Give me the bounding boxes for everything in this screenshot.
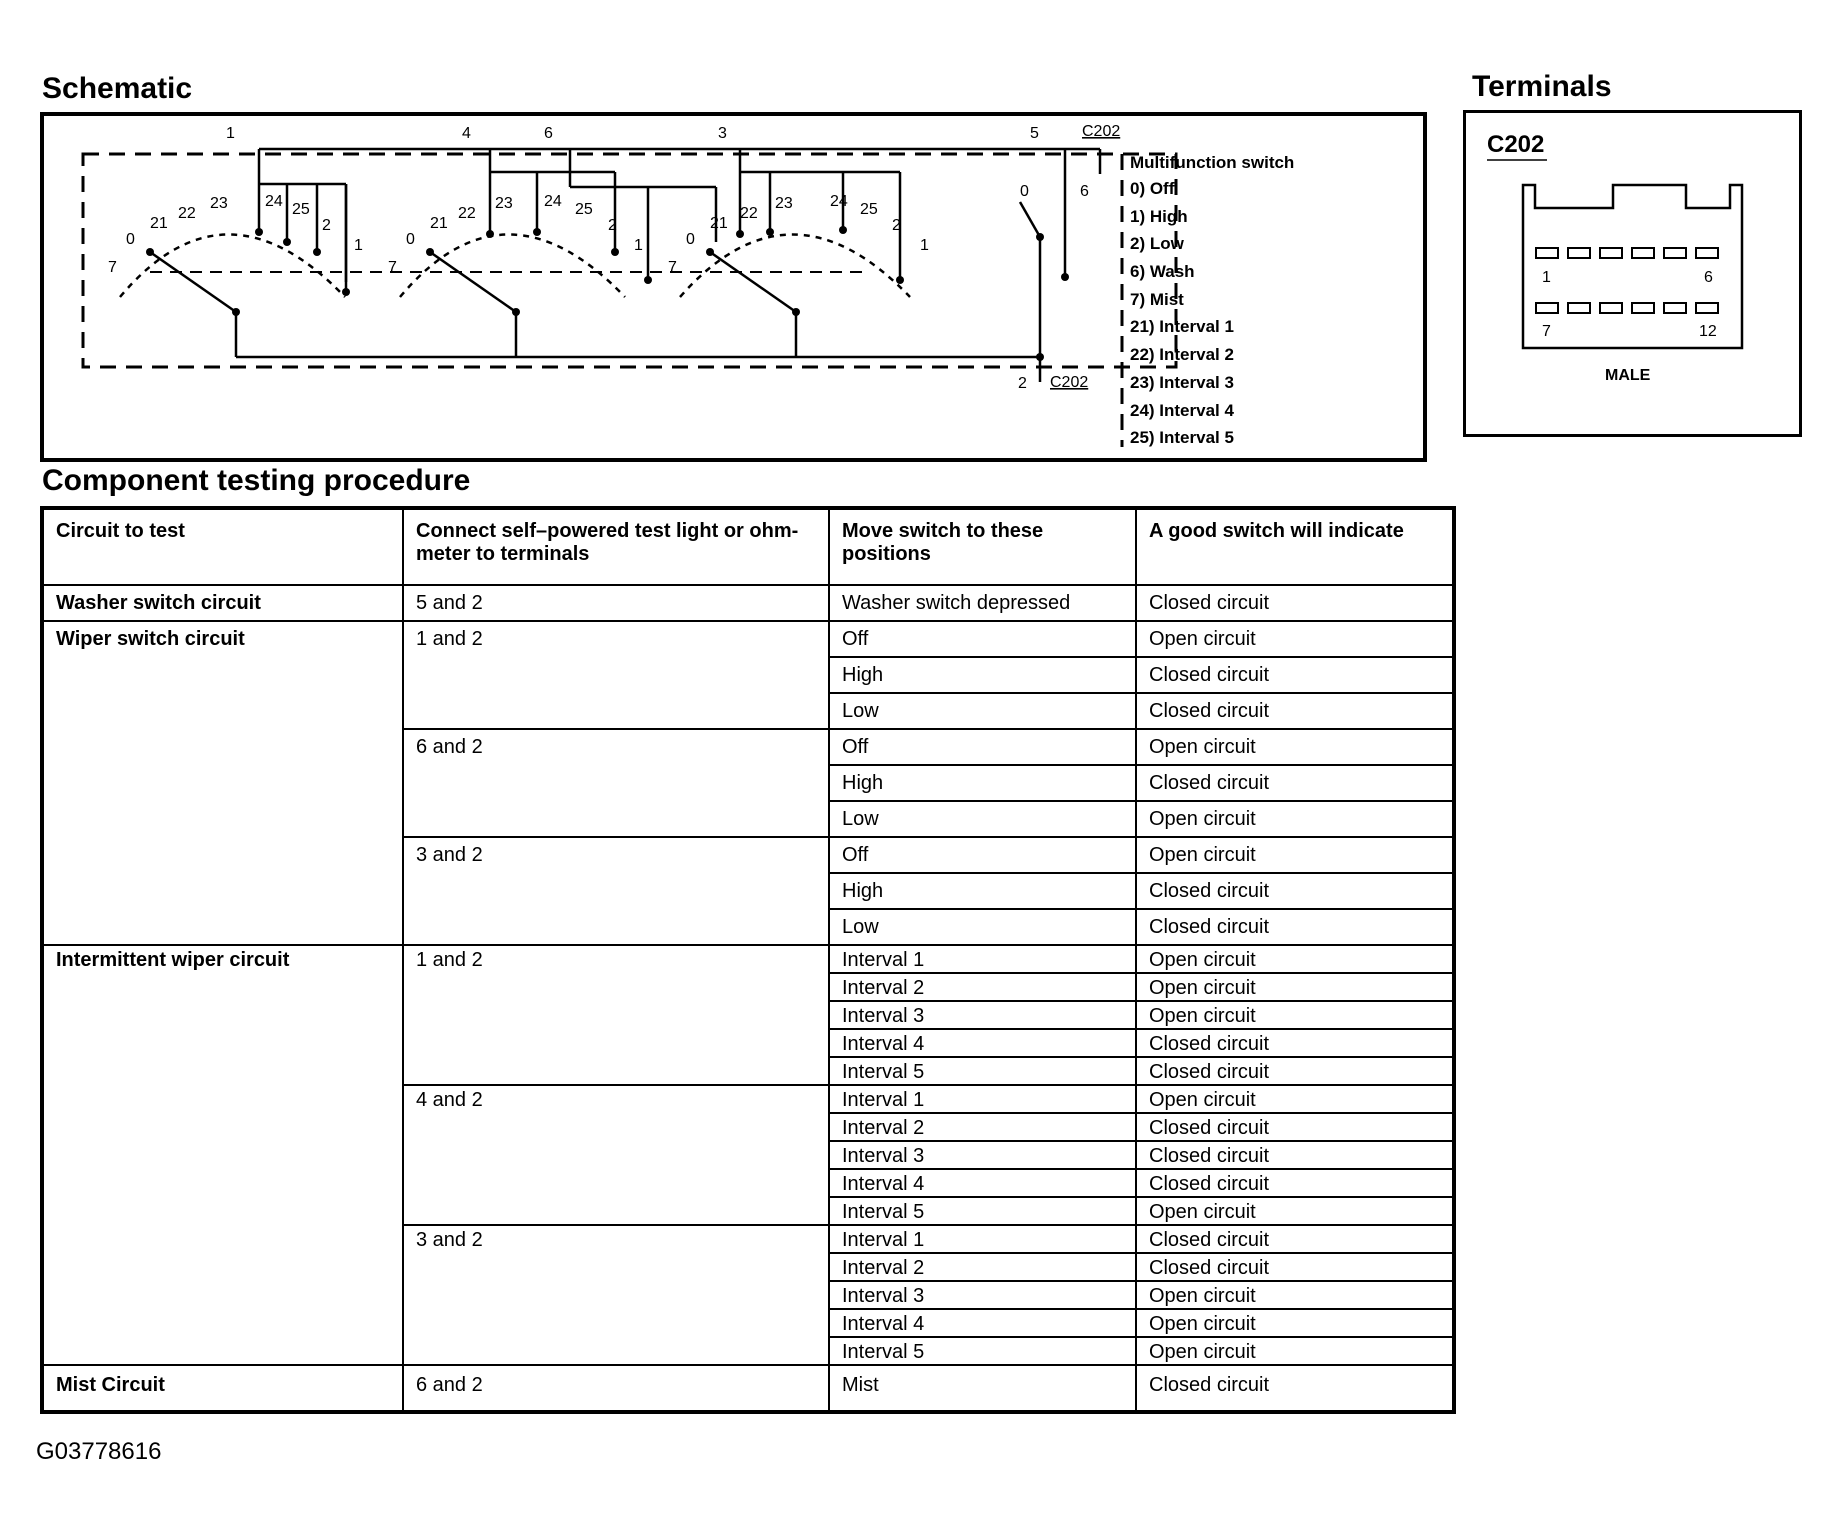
result-cell: Open circuit — [1136, 973, 1454, 1001]
result-cell: Open circuit — [1136, 1197, 1454, 1225]
component-testing-table — [40, 506, 1456, 1414]
result-cell: Open circuit — [1136, 1309, 1454, 1337]
pin-number: 7 — [1542, 323, 1551, 340]
result-cell: Open circuit — [1136, 801, 1454, 837]
pin-label-bottom: 2 — [1018, 375, 1027, 392]
legend-item: 6) Wash — [1130, 262, 1195, 281]
legend-item: 7) Mist — [1130, 290, 1184, 309]
contact-label: 24 — [544, 193, 562, 210]
terminals-cell: 1 and 2 — [403, 621, 829, 729]
position-cell: Interval 4 — [829, 1309, 1136, 1337]
result-cell: Closed circuit — [1136, 1057, 1454, 1085]
pin-number: 12 — [1699, 323, 1717, 340]
circuit-cell: Mist Circuit — [42, 1365, 403, 1412]
connector-name: C202 — [1487, 131, 1545, 158]
position-cell: Interval 4 — [829, 1029, 1136, 1057]
contact-label: 7 — [388, 259, 397, 276]
result-cell: Closed circuit — [1136, 585, 1454, 621]
contact-label: 22 — [458, 205, 476, 222]
position-cell: Interval 2 — [829, 973, 1136, 1001]
position-cell: Interval 1 — [829, 1085, 1136, 1113]
contact-label: 23 — [775, 195, 793, 212]
contact-label: 0 — [406, 231, 415, 248]
legend-item: 0) Off — [1130, 179, 1175, 198]
result-cell: Closed circuit — [1136, 1253, 1454, 1281]
contact-label: 21 — [150, 215, 168, 232]
contact-label: 23 — [210, 195, 228, 212]
pin-label: 4 — [462, 125, 471, 142]
legend-item: 22) Interval 2 — [1130, 345, 1234, 364]
pin-number: 1 — [1542, 269, 1551, 286]
contact-label: 25 — [292, 201, 310, 218]
legend-item: 25) Interval 5 — [1130, 428, 1234, 447]
pin-number: 6 — [1704, 269, 1713, 286]
position-cell: Interval 5 — [829, 1337, 1136, 1365]
table-row — [42, 585, 1454, 621]
result-cell: Closed circuit — [1136, 1141, 1454, 1169]
legend-title: Multifunction switch — [1130, 153, 1295, 172]
position-cell: Interval 1 — [829, 945, 1136, 973]
position-cell: Interval 2 — [829, 1253, 1136, 1281]
position-cell: Mist — [829, 1365, 1136, 1412]
legend-item: 23) Interval 3 — [1130, 373, 1234, 392]
schematic-title: Schematic — [42, 72, 193, 105]
pin-label: 3 — [718, 125, 727, 142]
terminals-title: Terminals — [1472, 70, 1612, 103]
terminals-cell: 1 and 2 — [403, 945, 829, 1085]
terminals-cell: 6 and 2 — [403, 729, 829, 837]
column-header: Connect self–powered test light or ohm-meter to terminals — [403, 508, 829, 585]
contact-label: 25 — [575, 201, 593, 218]
circuit-cell: Wiper switch circuit — [42, 621, 403, 945]
terminals-cell: 5 and 2 — [403, 585, 829, 621]
position-cell: High — [829, 765, 1136, 801]
contact-label: 7 — [668, 259, 677, 276]
position-cell: Interval 5 — [829, 1057, 1136, 1085]
result-cell: Closed circuit — [1136, 1113, 1454, 1141]
result-cell: Open circuit — [1136, 729, 1454, 765]
position-cell: Washer switch depressed — [829, 585, 1136, 621]
pin-row-top — [1536, 248, 1718, 258]
contact-label: 24 — [830, 193, 848, 210]
result-cell: Closed circuit — [1136, 873, 1454, 909]
contact-label: 0 — [126, 231, 135, 248]
result-cell: Closed circuit — [1136, 909, 1454, 945]
contact-label: 21 — [430, 215, 448, 232]
position-cell: Low — [829, 693, 1136, 729]
position-cell: Interval 1 — [829, 1225, 1136, 1253]
terminals-cell: 3 and 2 — [403, 1225, 829, 1365]
position-cell: Off — [829, 837, 1136, 873]
connector-label-top: C202 — [1082, 123, 1121, 140]
contact-label: 24 — [265, 193, 283, 210]
position-cell: Interval 3 — [829, 1141, 1136, 1169]
table-row — [42, 1365, 1454, 1412]
result-cell: Closed circuit — [1136, 693, 1454, 729]
contact-label: 2 — [608, 217, 617, 234]
procedure-title: Component testing procedure — [42, 464, 471, 497]
position-cell: High — [829, 873, 1136, 909]
result-cell: Open circuit — [1136, 1281, 1454, 1309]
schematic-diagram — [40, 112, 1427, 462]
position-cell: Off — [829, 729, 1136, 765]
result-cell: Closed circuit — [1136, 1029, 1454, 1057]
table-row — [42, 621, 1454, 657]
legend-item: 1) High — [1130, 207, 1188, 226]
contact-label: 7 — [108, 259, 117, 276]
position-cell: Low — [829, 909, 1136, 945]
result-cell: Open circuit — [1136, 621, 1454, 657]
contact-label: 1 — [634, 237, 643, 254]
contact-label: 25 — [860, 201, 878, 218]
contact-label: 23 — [495, 195, 513, 212]
column-header: Circuit to test — [42, 508, 403, 585]
connector-label-bottom: C202 — [1050, 374, 1089, 391]
position-cell: Interval 3 — [829, 1281, 1136, 1309]
result-cell: Open circuit — [1136, 1085, 1454, 1113]
contact-label: 6 — [1080, 183, 1089, 200]
result-cell: Open circuit — [1136, 1337, 1454, 1365]
pin-label: 6 — [544, 125, 553, 142]
contact-label: 0 — [686, 231, 695, 248]
contact-label: 22 — [178, 205, 196, 222]
connector-diagram — [1463, 110, 1802, 437]
contact-label: 2 — [322, 217, 331, 234]
pin-label: 5 — [1030, 125, 1039, 142]
column-header: A good switch will indicate — [1136, 508, 1454, 585]
table-row — [42, 945, 1454, 973]
result-cell: Closed circuit — [1136, 1225, 1454, 1253]
position-cell: Interval 4 — [829, 1169, 1136, 1197]
position-cell: High — [829, 657, 1136, 693]
position-cell: Low — [829, 801, 1136, 837]
legend-item: 2) Low — [1130, 234, 1184, 253]
connector-gender: MALE — [1605, 367, 1651, 384]
contact-label: 0 — [1020, 183, 1029, 200]
legend-item: 24) Interval 4 — [1130, 401, 1234, 420]
terminals-cell: 4 and 2 — [403, 1085, 829, 1225]
result-cell: Closed circuit — [1136, 657, 1454, 693]
position-cell: Interval 5 — [829, 1197, 1136, 1225]
connector-outline — [1523, 185, 1742, 208]
contact-label: 1 — [354, 237, 363, 254]
terminals-cell: 3 and 2 — [403, 837, 829, 945]
pin-label: 1 — [226, 125, 235, 142]
terminals-cell: 6 and 2 — [403, 1365, 829, 1412]
column-header: Move switch to these positions — [829, 508, 1136, 585]
position-cell: Interval 3 — [829, 1001, 1136, 1029]
contact-label: 21 — [710, 215, 728, 232]
legend-item: 21) Interval 1 — [1130, 317, 1234, 336]
result-cell: Closed circuit — [1136, 1365, 1454, 1412]
result-cell: Open circuit — [1136, 837, 1454, 873]
contact-label: 2 — [892, 217, 901, 234]
table-header-row — [42, 508, 1454, 585]
result-cell: Closed circuit — [1136, 765, 1454, 801]
circuit-cell: Intermittent wiper circuit — [42, 945, 403, 1365]
figure-id: G03778616 — [36, 1438, 162, 1465]
contact-label: 22 — [740, 205, 758, 222]
result-cell: Open circuit — [1136, 1001, 1454, 1029]
position-cell: Off — [829, 621, 1136, 657]
pin-row-bottom — [1536, 303, 1718, 313]
contact-label: 1 — [920, 237, 929, 254]
result-cell: Closed circuit — [1136, 1169, 1454, 1197]
result-cell: Open circuit — [1136, 945, 1454, 973]
circuit-cell: Washer switch circuit — [42, 585, 403, 621]
position-cell: Interval 2 — [829, 1113, 1136, 1141]
